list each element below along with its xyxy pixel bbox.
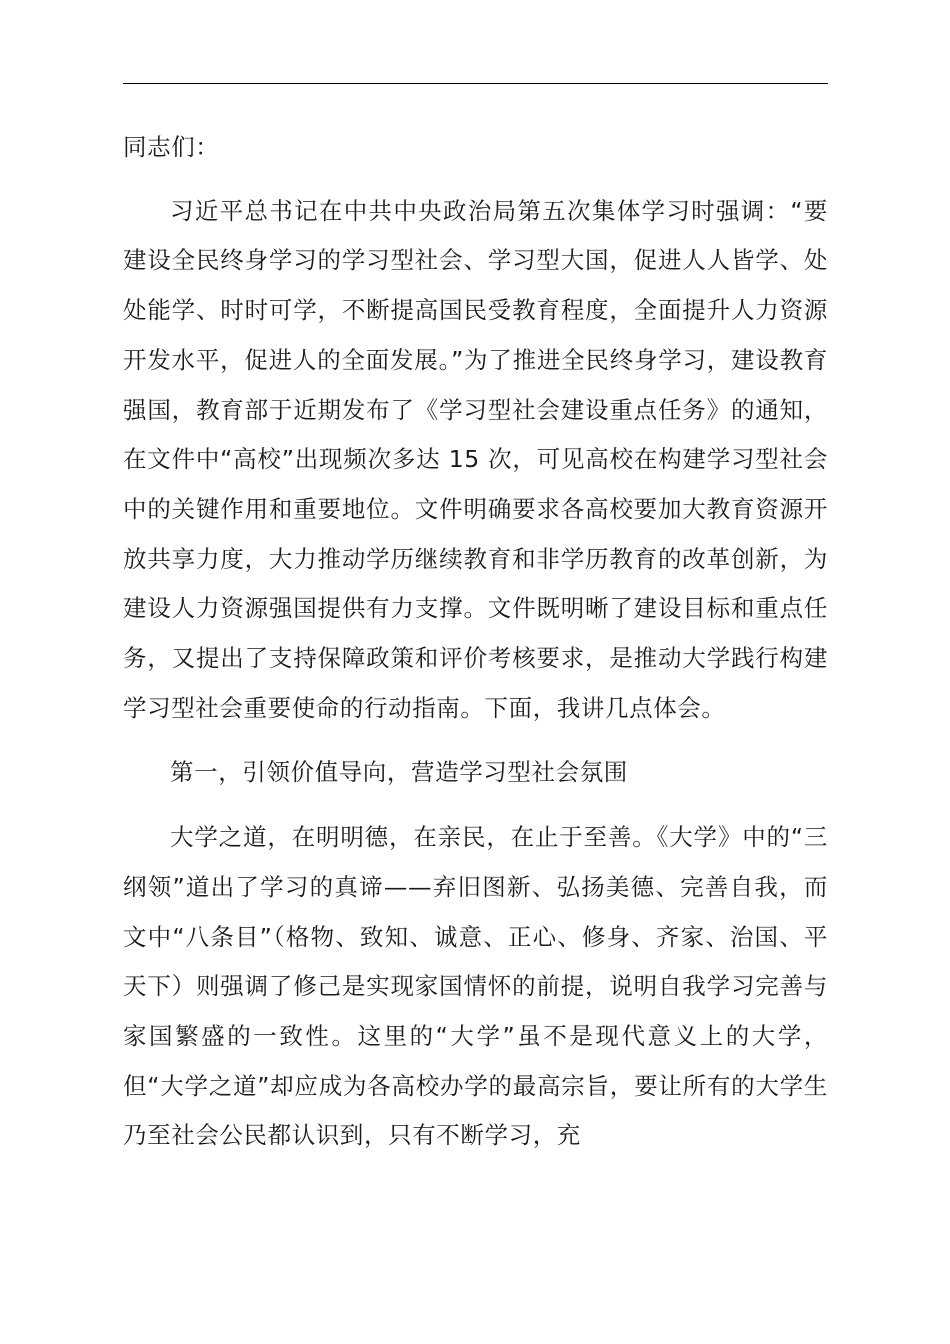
paragraph-intro: 习近平总书记在中共中央政治局第五次集体学习时强调：“要建设全民终身学习的学习型社会、学习型大国，促进人人皆学、处处能学、时时可学，不断提高国民受教育程度，全面提升人力资源开发水平，促进人的全面发展。”为了推进全民终身学习，建设教育强国，教育部于近期发布了《学习型社会建设重点任务》的通知，在文件中“高校”出现频次多达 15 次，可见高校在构建学习型社会中的关键作用和重要地位。文件明确要求各高校要加大教育资源开放共享力度，大力推动学历继续教育和非学历教育的改革创新，为建设人力资源强国提供有力支撑。文件既明晰了建设目标和重点任务，又提出了支持保障政策和评价考核要求，是推动大学践行构建学习型社会重要使命的行动指南。下面，我讲几点体会。 bbox=[123, 196, 828, 722]
salutation: 同志们： bbox=[123, 133, 220, 161]
header-rule bbox=[123, 83, 828, 84]
paragraph-daxue: 大学之道，在明明德，在亲民，在止于至善。《大学》中的“三纲领”道出了学习的真谛——弃旧图新、弘扬美德、完善自我，而文中“八条目”（格物、致知、诚意、正心、修身、齐家、治国、平天下）则强调了修己是实现家国情怀的前提，说明自我学习完善与家国繁盛的一致性。这里的“大学”虽不是现代意义上的大学，但“大学之道”却应成为各高校办学的最高宗旨，要让所有的大学生乃至社会公民都认识到，只有不断学习，充 bbox=[123, 823, 828, 1150]
section-heading-first: 第一，引领价值导向，营造学习型社会氛围 bbox=[170, 758, 628, 787]
document-body bbox=[123, 123, 828, 1161]
